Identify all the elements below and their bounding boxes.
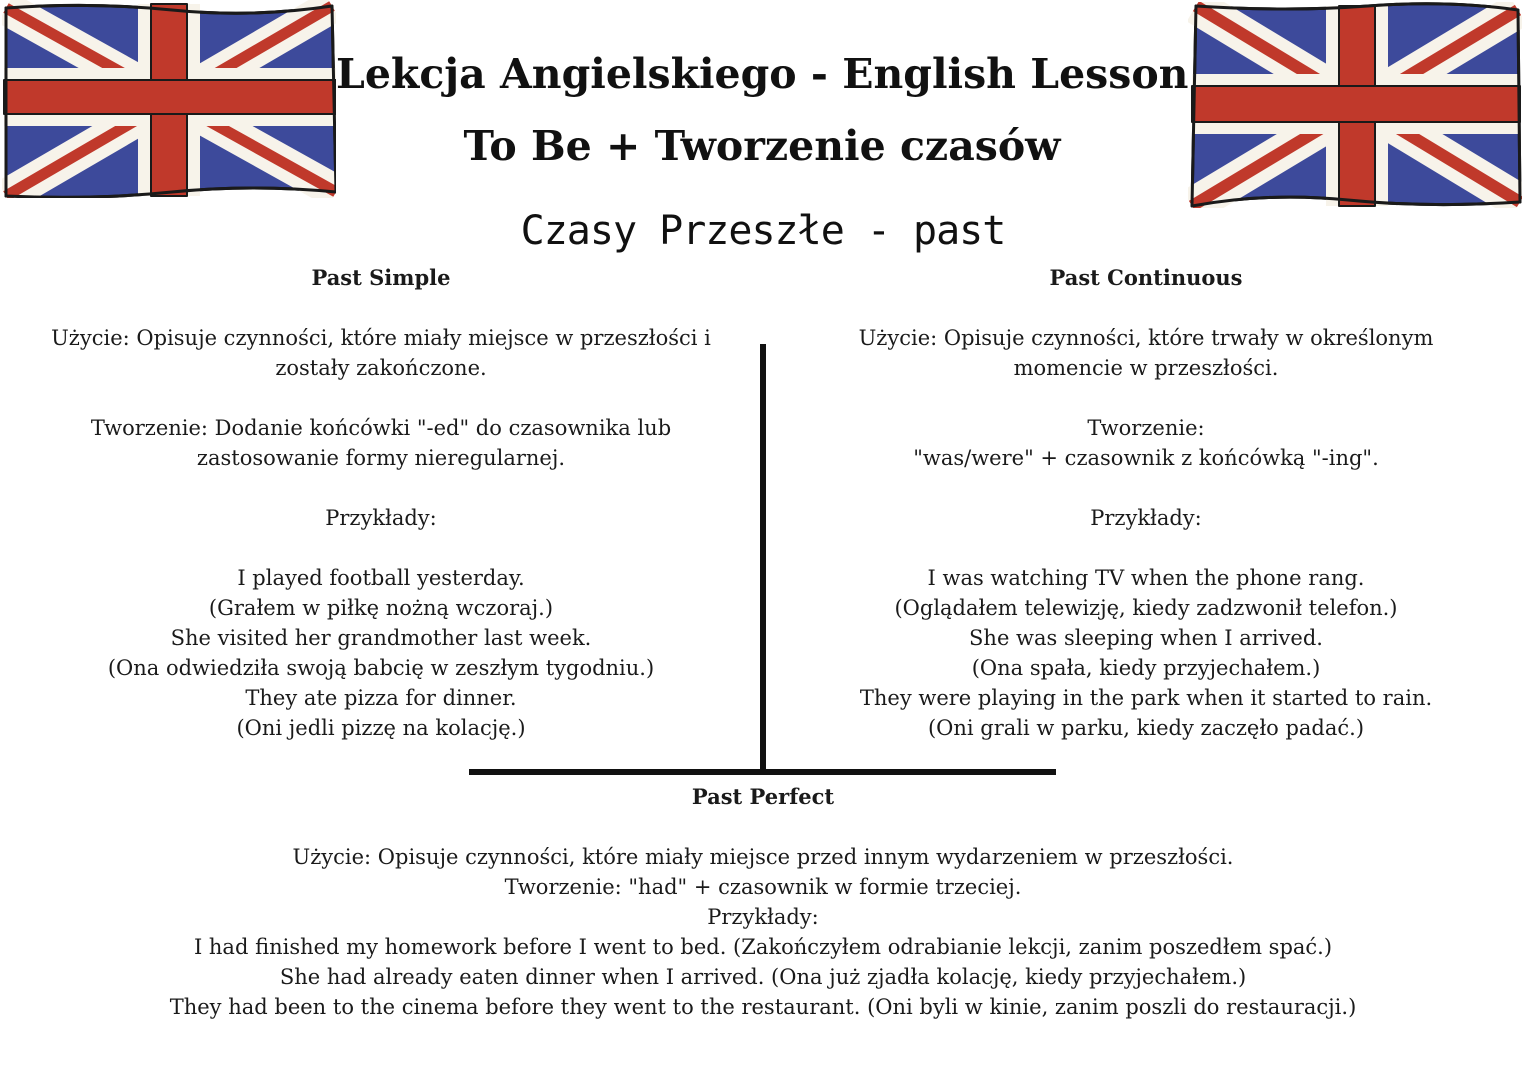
past-simple-section — [0, 263, 762, 743]
past-continuous-example: They were playing in the park when it started to rain. — [859, 686, 1433, 710]
past-continuous-usage-line: Użycie: Opisuje czynności, które trwały w określonym — [858, 326, 1434, 350]
past-simple-example: She visited her grandmother last week. — [170, 626, 592, 650]
past-continuous-formation-line: Tworzenie: — [1087, 416, 1205, 440]
section-title: Czasy Przeszłe - past — [520, 208, 1006, 254]
lesson-subtitle: To Be + Tworzenie czasów — [463, 122, 1061, 170]
past-continuous-example: (Oni grali w parku, kiedy zaczęło padać.) — [927, 716, 1365, 740]
past-simple-formation-line: zastosowanie formy nieregularnej. — [196, 446, 566, 470]
horizontal-divider — [469, 769, 1056, 775]
past-perfect-formation: Tworzenie: "had" + czasownik w formie trzeciej. — [504, 875, 1022, 899]
past-simple-heading: Past Simple — [311, 265, 451, 290]
past-simple-example: They ate pizza for dinner. — [245, 686, 517, 710]
past-perfect-usage: Użycie: Opisuje czynności, które miały miejsce przed innym wydarzeniem w przeszłości. — [292, 845, 1234, 869]
lesson-title: Lekcja Angielskiego - English Lesson — [336, 50, 1189, 98]
past-continuous-section — [766, 263, 1526, 743]
past-simple-examples-label: Przykłady: — [325, 506, 437, 530]
past-continuous-example: I was watching TV when the phone rang. — [927, 566, 1365, 590]
past-continuous-examples-label: Przykłady: — [1090, 506, 1202, 530]
past-simple-formation-line: Tworzenie: Dodanie końcówki "-ed" do czasownika lub — [90, 416, 672, 440]
uk-flag-right-image — [1188, 2, 1522, 208]
past-simple-example: (Ona odwiedziła swoją babcię w zeszłym tygodniu.) — [107, 656, 655, 680]
past-perfect-examples-label: Przykłady: — [707, 905, 819, 929]
past-perfect-example: They had been to the cinema before they went to the restaurant. (Oni byli w kinie, zanim poszli do restauracji.) — [169, 995, 1357, 1019]
past-simple-usage-line: Użycie: Opisuje czynności, które miały miejsce w przeszłości i — [51, 326, 711, 350]
past-simple-example: (Grałem w piłkę nożną wczoraj.) — [208, 596, 554, 620]
past-perfect-example: I had finished my homework before I went to bed. (Zakończyłem odrabianie lekcji, zanim poszedłem spać.) — [193, 935, 1333, 959]
past-perfect-heading: Past Perfect — [691, 784, 835, 809]
uk-flag-left-image — [2, 0, 336, 198]
past-simple-example: I played football yesterday. — [237, 566, 525, 590]
past-simple-example: (Oni jedli pizzę na kolację.) — [236, 716, 526, 740]
past-continuous-example: (Ona spała, kiedy przyjechałem.) — [971, 656, 1321, 680]
past-perfect-section — [0, 782, 1526, 1022]
past-continuous-formation-line: "was/were" + czasownik z końcówką "-ing". — [913, 446, 1379, 470]
past-continuous-usage-line: momencie w przeszłości. — [1013, 356, 1279, 380]
past-simple-usage-line: zostały zakończone. — [275, 356, 487, 380]
vertical-divider — [760, 344, 766, 772]
past-continuous-example: (Oglądałem telewizję, kiedy zadzwonił telefon.) — [894, 596, 1398, 620]
past-perfect-example: She had already eaten dinner when I arrived. (Ona już zjadła kolację, kiedy przyjechałem.) — [279, 965, 1247, 989]
past-continuous-heading: Past Continuous — [1049, 265, 1243, 290]
past-continuous-example: She was sleeping when I arrived. — [969, 626, 1323, 650]
